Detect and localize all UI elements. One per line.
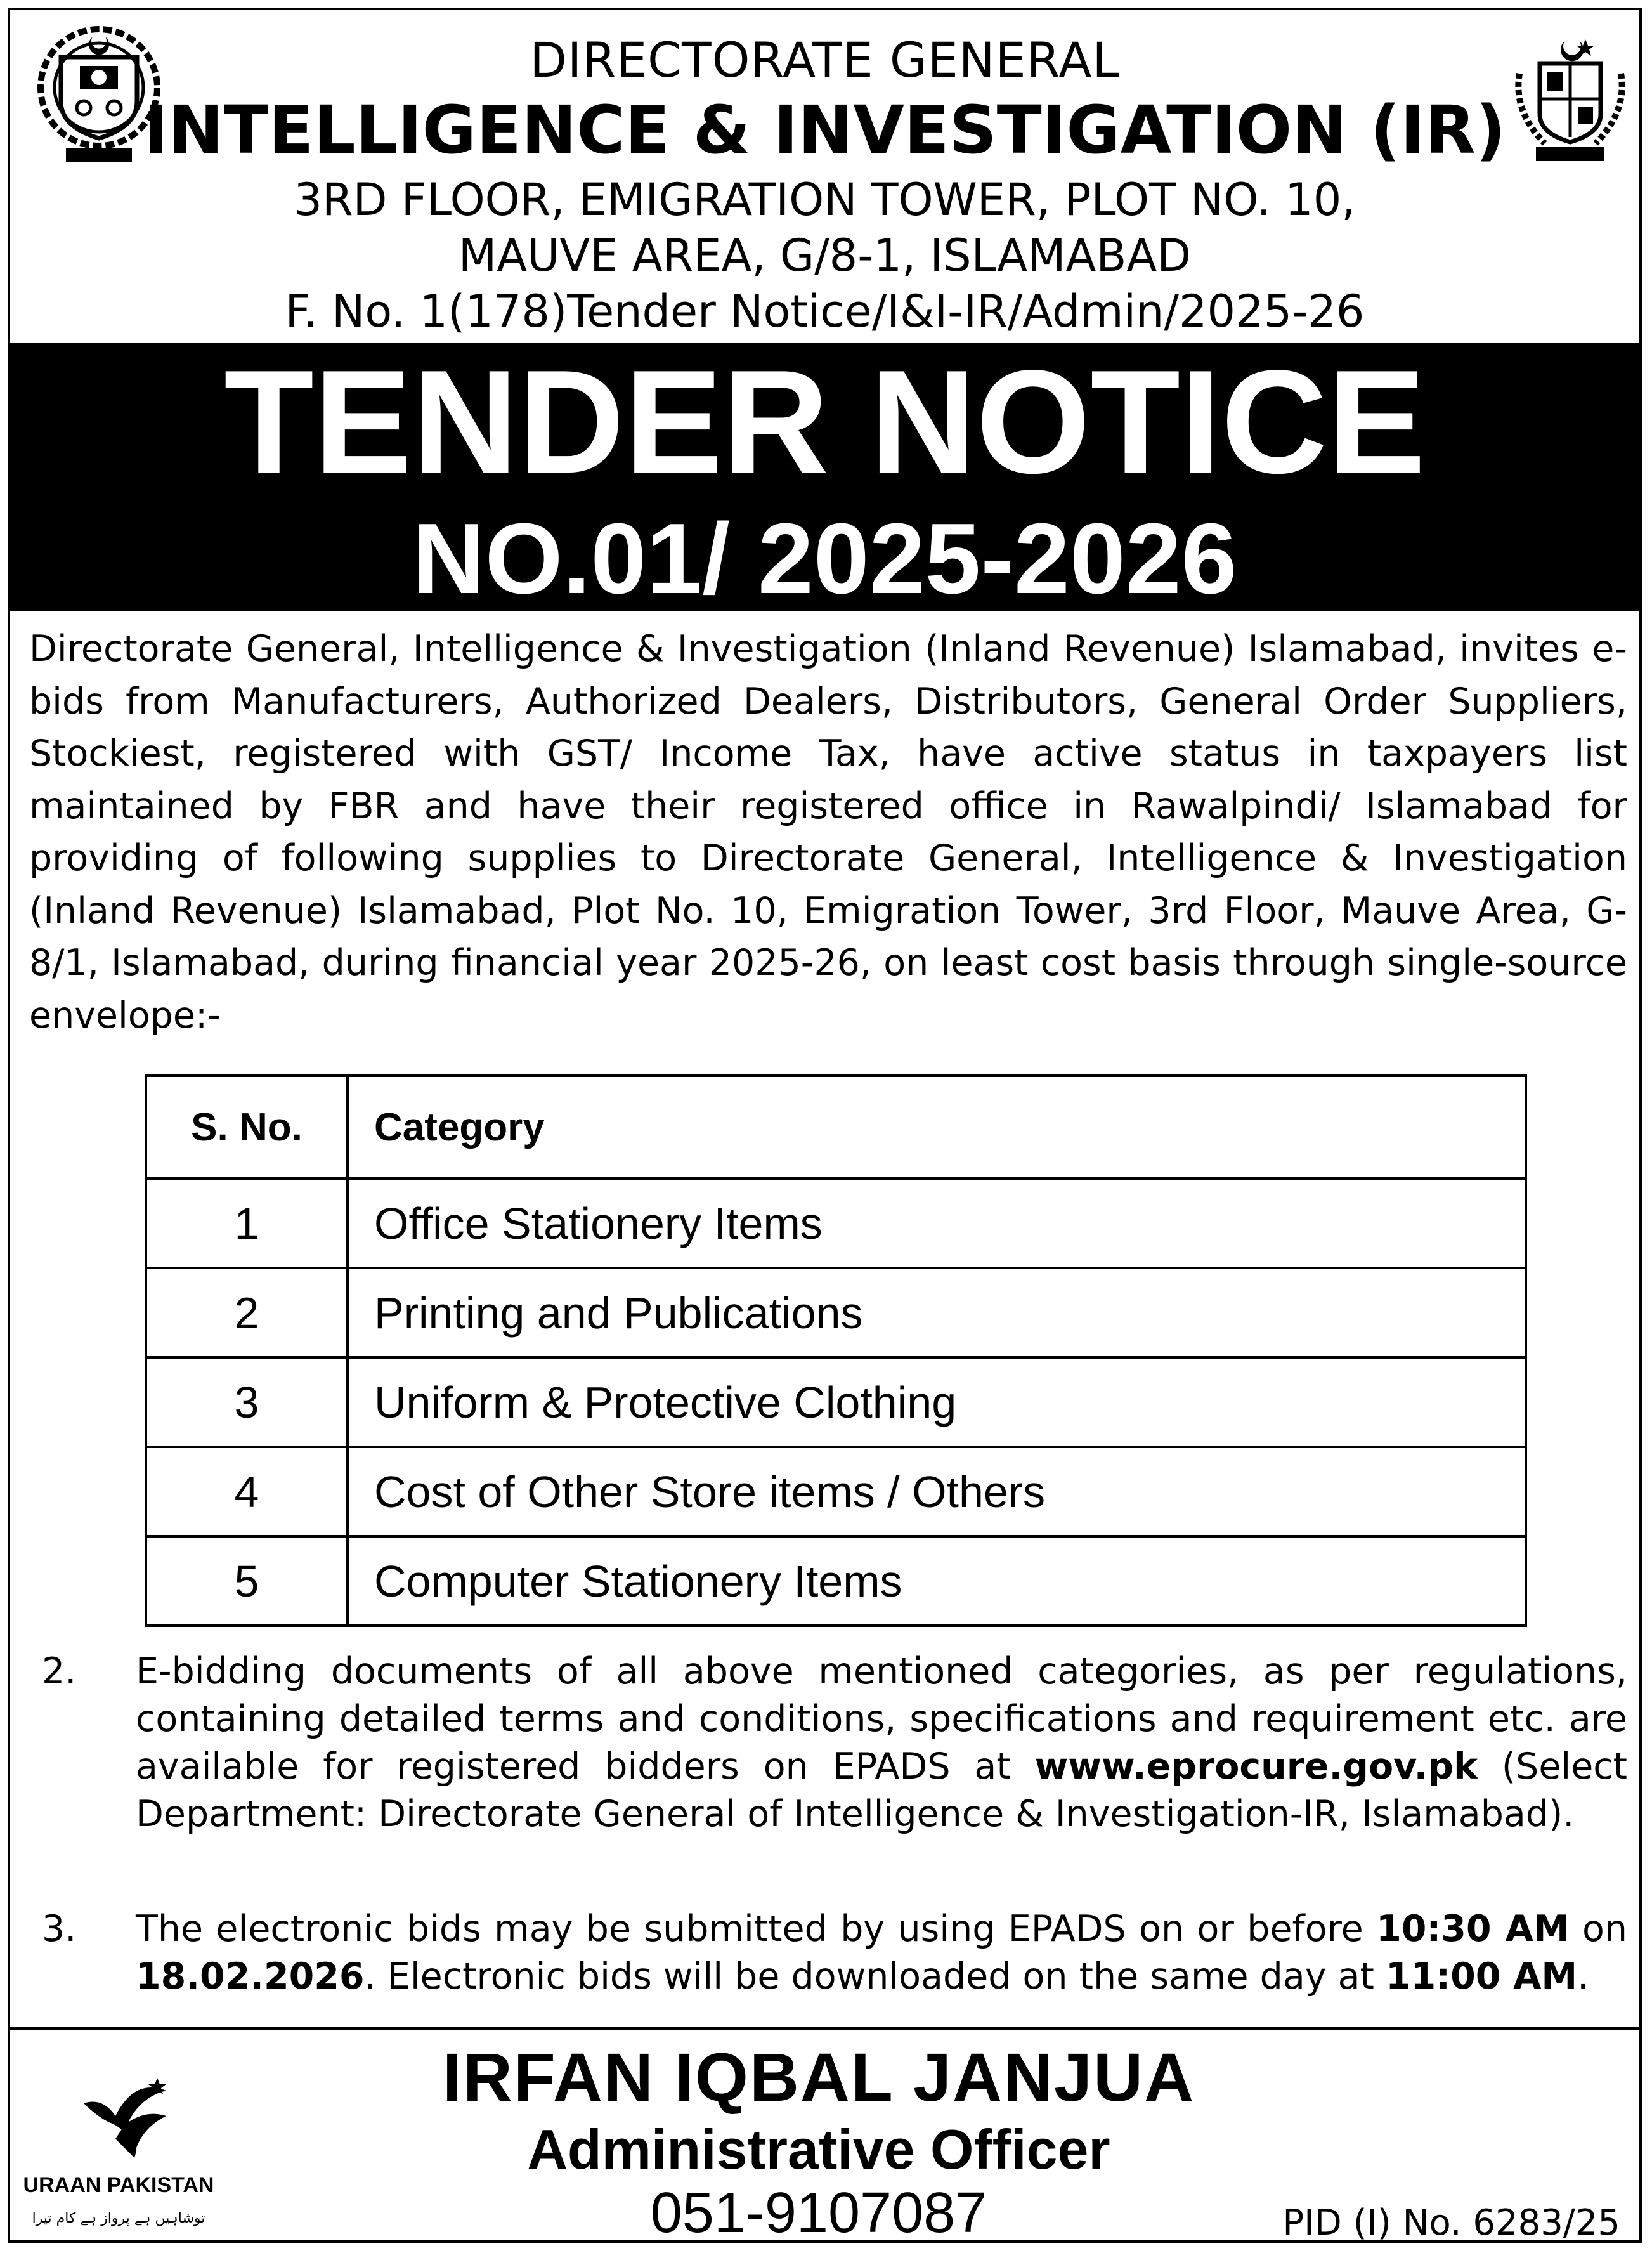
paragraph-2-text-a: E-bidding documents of all above mentioned categories, as per regulations, containing detailed terms and conditions, specifications and requirement etc. are available for registered bidders on EPADS at (136, 1650, 1627, 1787)
paragraph-3-text-b: on (1569, 1908, 1627, 1950)
row-category: Office Stationery Items (348, 1179, 1526, 1268)
row-sno: 1 (146, 1179, 348, 1268)
paragraph-2 (29, 1648, 1627, 1889)
file-number: F. No. 1(178)Tender Notice/I&I-IR/Admin/2025-26 (285, 285, 1365, 337)
table-row (146, 1268, 1526, 1357)
paragraph-3 (29, 1905, 1627, 2007)
categories-table (145, 1074, 1527, 1627)
signatory-name: IRFAN IQBAL JANJUA (442, 2039, 1195, 2115)
org-line-1: DIRECTORATE GENERAL (530, 32, 1120, 88)
signatory-designation: Administrative Officer (527, 2118, 1110, 2181)
uraan-logo-text: URAAN PAKISTAN (23, 2173, 214, 2197)
tender-notice-page (8, 8, 1642, 2243)
banner-title: TENDER NOTICE (224, 340, 1426, 504)
opening-time: 11:00 AM (1386, 1956, 1578, 1997)
address-line-1: 3RD FLOOR, EMIGRATION TOWER, PLOT NO. 10, (294, 174, 1356, 226)
paragraph-3-text-a: The electronic bids may be submitted by using EPADS on or before (136, 1908, 1377, 1950)
paragraph-3-number: 3. (42, 1908, 77, 1950)
header-sno: S. No. (146, 1076, 348, 1179)
eprocure-link[interactable]: www.eprocure.gov.pk (1034, 1746, 1478, 1787)
org-line-2: INTELLIGENCE & INVESTIGATION (IR) (143, 91, 1506, 169)
pakistan-state-emblem-icon (1507, 36, 1634, 166)
paragraph-3-text-c: . Electronic bids will be downloaded on the same day at (364, 1956, 1386, 1997)
paragraph-2-text (136, 1648, 1627, 1838)
paragraph-3-text-d: . (1577, 1956, 1589, 1997)
row-category: Cost of Other Store items / Others (348, 1447, 1526, 1536)
paragraph-2-text-b: (Select Department: Directorate General of Intelligence & Investigation-IR, Islamabad). (136, 1746, 1627, 1835)
footer-divider (10, 2027, 1639, 2030)
paragraph-2-number: 2. (42, 1650, 77, 1692)
header-category: Category (348, 1076, 1526, 1179)
pid-number: PID (I) No. 6283/25 (1282, 2202, 1620, 2243)
address-line-2: MAUVE AREA, G/8-1, ISLAMABAD (458, 230, 1192, 282)
submission-date: 18.02.2026 (136, 1956, 365, 1997)
intro-paragraph: Directorate General, Intelligence & Investigation (Inland Revenue) Islamabad, invites e-bids from Manufacturers, Authorized Dealers, Distributors, General Order Suppliers, Stockiest, registered with GST/ Income Tax, have active status in taxpayers list maintained by FBR and have their registered office in Rawalpindi/ Islamabad for providing of following supplies to Directorate General, Intelligence & Investigation (Inland Revenue) Islamabad, Plot No. 10, Emigration Tower, 3rd Floor, Mauve Area, G-8/1, Islamabad, during financial year 2025-26, on least cost basis through single-source envelope:- (29, 628, 1627, 1036)
table-row (146, 1179, 1526, 1268)
submission-time: 10:30 AM (1376, 1908, 1570, 1950)
row-sno: 5 (146, 1536, 348, 1626)
table-row (146, 1357, 1526, 1447)
table-row (146, 1536, 1526, 1626)
table-header-row (146, 1076, 1526, 1179)
table-row (146, 1447, 1526, 1536)
row-category: Computer Stationery Items (348, 1536, 1526, 1626)
row-sno: 2 (146, 1268, 348, 1357)
uraan-logo-urdu: توشاہیں ہے پرواز ہے کام تیرا (32, 2211, 205, 2226)
tender-notice-banner (10, 340, 1639, 615)
row-category: Uniform & Protective Clothing (348, 1357, 1526, 1447)
signatory-phone[interactable]: 051-9107087 (650, 2181, 987, 2245)
paragraph-3-text (136, 1905, 1627, 2001)
header (10, 10, 1639, 343)
row-category: Printing and Publications (348, 1268, 1526, 1357)
row-sno: 4 (146, 1447, 348, 1536)
banner-number: NO.01/ 2025-2026 (412, 503, 1237, 615)
row-sno: 3 (146, 1357, 348, 1447)
